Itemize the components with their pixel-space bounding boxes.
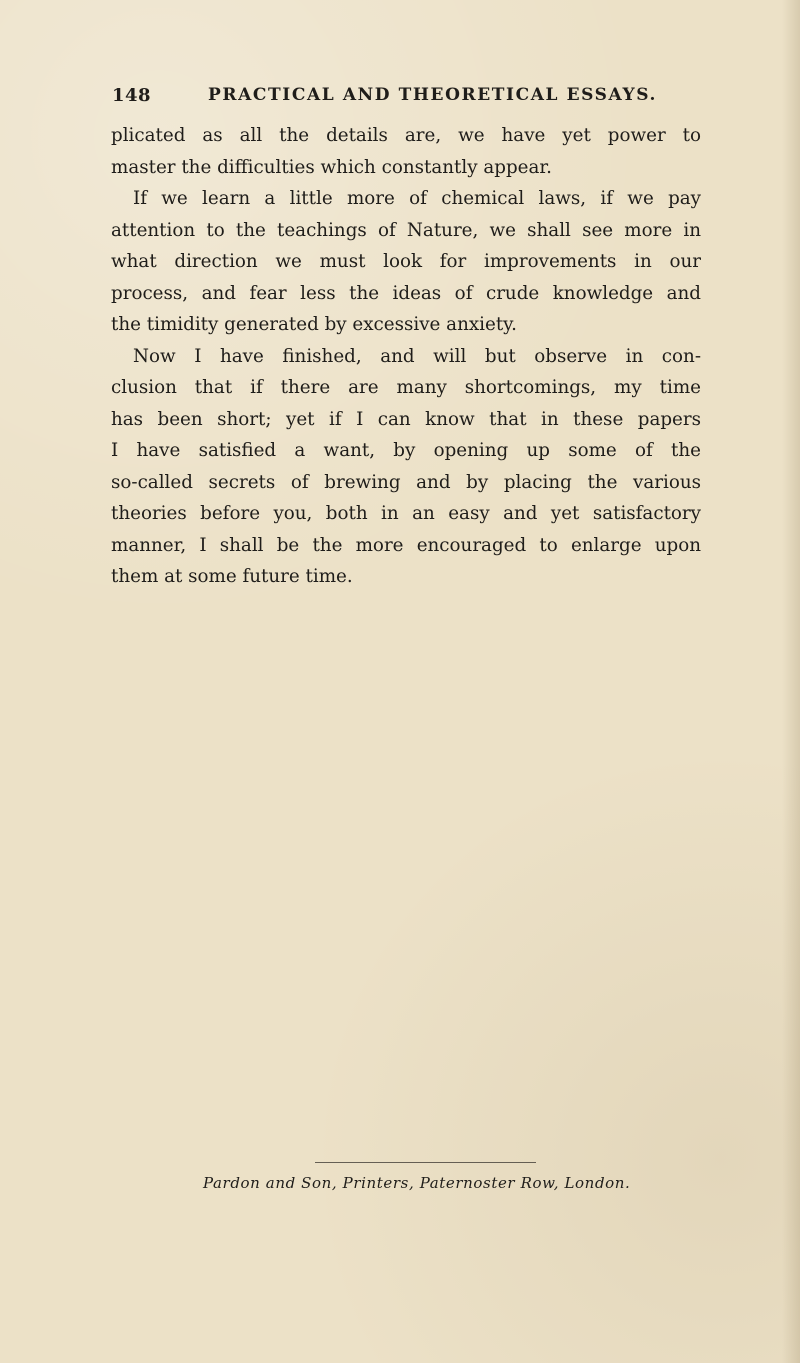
text-line: master the difficulties which constantly appear. (111, 156, 552, 178)
paragraph-conclusion-cont (111, 435, 701, 467)
text-line: theories before you, both in an easy and yet satisfactory (111, 503, 701, 524)
text-line: has been short; yet if I can know that in these papers (111, 408, 701, 430)
text-line: them at some future time. (111, 566, 353, 587)
text-line: what direction we must look for improvements in our (111, 251, 701, 272)
paragraph-conclusion-end (111, 561, 701, 593)
paragraph-conclusion-cont (111, 467, 701, 499)
paragraph-continuation (111, 120, 701, 152)
running-title: PRACTICAL AND THEORETICAL ESSAYS. (208, 85, 657, 105)
text-line: process, and fear less the ideas of crude knowledge and (111, 282, 701, 304)
paragraph-chemical-laws-end (111, 309, 701, 341)
text-line: I have satisfied a want, by opening up some of the (111, 440, 701, 461)
body-text (111, 120, 701, 593)
text-line: Now I have finished, and will but observe in con- (133, 345, 701, 367)
paragraph-continuation-end (111, 152, 701, 184)
text-line: manner, I shall be the more encouraged to enlarge upon (111, 534, 701, 556)
paragraph-chemical-laws-cont (111, 215, 701, 247)
page-header (112, 85, 672, 109)
paragraph-chemical-laws (111, 183, 701, 215)
text-line: so-called secrets of brewing and by placing the various (111, 471, 701, 493)
printer-imprint: Pardon and Son, Printers, Paternoster Row, London. (203, 1174, 631, 1192)
paragraph-chemical-laws-cont (111, 246, 701, 278)
text-line: plicated as all the details are, we have yet power to (111, 125, 701, 146)
paragraph-conclusion-cont (111, 498, 701, 530)
page-edge-shadow (782, 0, 800, 1363)
text-line: the timidity generated by excessive anxiety. (111, 314, 517, 335)
paragraph-conclusion-cont (111, 372, 701, 404)
paragraph-conclusion (111, 341, 701, 373)
text-line: attention to the teachings of Nature, we shall see more in (111, 219, 701, 241)
text-line: clusion that if there are many shortcomings, my time (111, 377, 701, 398)
footer-rule (315, 1162, 536, 1163)
paragraph-conclusion-cont (111, 530, 701, 562)
page-number: 148 (112, 85, 152, 106)
paragraph-conclusion-cont (111, 404, 701, 436)
paragraph-chemical-laws-cont (111, 278, 701, 310)
text-line: If we learn a little more of chemical laws, if we pay (133, 188, 701, 209)
